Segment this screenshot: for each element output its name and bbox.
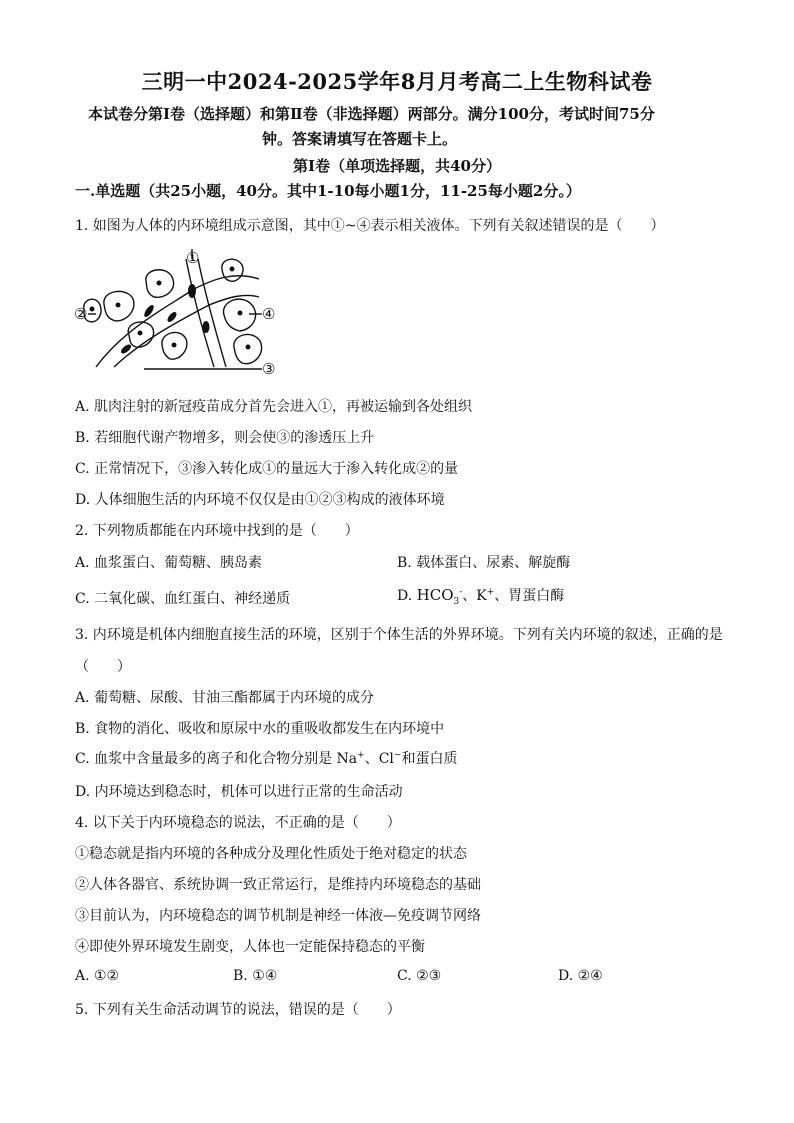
fig-label-4: ④ — [262, 305, 276, 323]
q2-d-prefix: D. — [397, 588, 417, 604]
q4-statement-2: ②人体各器官、系统协调一致正常运行，是维持内环境稳态的基础 — [75, 877, 481, 893]
q2-option-d — [397, 585, 564, 607]
q1-option-a: A. 肌肉注射的新冠疫苗成分首先会进入①，再被运输到各处组织 — [75, 399, 473, 415]
q3-stem-line-1: 3. 内环境是机体内细胞直接生活的环境，区别于个体生活的外界环境。下列有关内环境的叙述，正确的是 — [75, 627, 723, 643]
fig-label-2: ② — [74, 305, 88, 323]
intro-line-2: 钟。答案请填写在答题卡上。 — [262, 130, 458, 148]
q4-option-b: B. ①④ — [233, 968, 278, 984]
exam-title: 三明一中2024-2025学年8月月考高二上生物科试卷 — [141, 69, 653, 94]
q2-d-sup-minus: - — [459, 587, 463, 598]
inner-environment-diagram — [74, 249, 284, 379]
part-one-heading: 第Ⅰ卷（单项选择题，共40分） — [293, 157, 501, 175]
q4-option-a: A. ①② — [75, 968, 120, 984]
q4-statement-3: ③目前认为，内环境稳态的调节机制是神经一体液—免疫调节网络 — [75, 908, 481, 924]
q2-d-sub: 3 — [453, 596, 460, 607]
q3-c-sup2: − — [393, 750, 402, 761]
q3-stem-line-2: （ ） — [75, 659, 131, 675]
q2-d-sup-plus: + — [486, 587, 495, 598]
q3-c-sup1: + — [357, 750, 365, 761]
q2-d-end: 、胃蛋白酶 — [494, 588, 565, 604]
q2-option-a: A. 血浆蛋白、葡萄糖、胰岛素 — [75, 555, 263, 571]
q4-stem: 4. 以下关于内环境稳态的说法，不正确的是（ ） — [75, 815, 401, 831]
q2-d-hco: HCO — [416, 586, 454, 604]
q3-option-d: D. 内环境达到稳态时，机体可以进行正常的生命活动 — [75, 784, 403, 800]
q3-option-b: B. 食物的消化、吸收和原尿中水的重吸收都发生在内环境中 — [75, 721, 445, 737]
fig-label-1: ① — [186, 249, 200, 267]
q1-option-d: D. 人体细胞生活的内环境不仅仅是由①②③构成的液体环境 — [75, 492, 445, 508]
q4-option-d: D. ②④ — [558, 968, 603, 984]
q4-statement-4: ④即使外界环境发生剧变，人体也一定能保持稳态的平衡 — [75, 939, 425, 955]
q2-d-mid: 、K — [462, 588, 487, 604]
section-heading: 一.单选题（共25小题，40分。其中1-10每小题1分，11-25每小题2分。） — [75, 182, 581, 200]
q3-c-end: 和蛋白质 — [401, 751, 458, 767]
q1-stem: 1. 如图为人体的内环境组成示意图，其中①~④表示相关液体。下列有关叙述错误的是（ ） — [75, 218, 665, 234]
intro-line-1: 本试卷分第Ⅰ卷（选择题）和第Ⅱ卷（非选择题）两部分。满分100分，考试时间75分 — [88, 105, 655, 123]
q2-option-c: C. 二氧化碳、血红蛋白、神经递质 — [75, 591, 291, 607]
q3-option-a: A. 葡萄糖、尿酸、甘油三酯都属于内环境的成分 — [75, 690, 375, 706]
q5-stem: 5. 下列有关生命活动调节的说法，错误的是（ ） — [75, 1002, 401, 1018]
q4-statement-1: ①稳态就是指内环境的各种成分及理化性质处于绝对稳定的状态 — [75, 846, 467, 862]
q1-option-b: B. 若细胞代谢产物增多，则会使③的渗透压上升 — [75, 430, 375, 446]
q3-c-mid: 、Cl — [364, 751, 394, 767]
fig-label-3: ③ — [262, 360, 276, 378]
q1-option-c: C. 正常情况下，③渗入转化成①的量远大于渗入转化成②的量 — [75, 461, 459, 477]
q4-option-c: C. ②③ — [397, 968, 442, 984]
q3-option-c — [75, 748, 457, 768]
q3-c-pre: C. 血浆中含量最多的离子和化合物分别是 Na — [75, 751, 358, 767]
q2-stem: 2. 下列物质都能在内环境中找到的是（ ） — [75, 523, 359, 539]
q2-option-b: B. 载体蛋白、尿素、解旋酶 — [397, 555, 571, 571]
